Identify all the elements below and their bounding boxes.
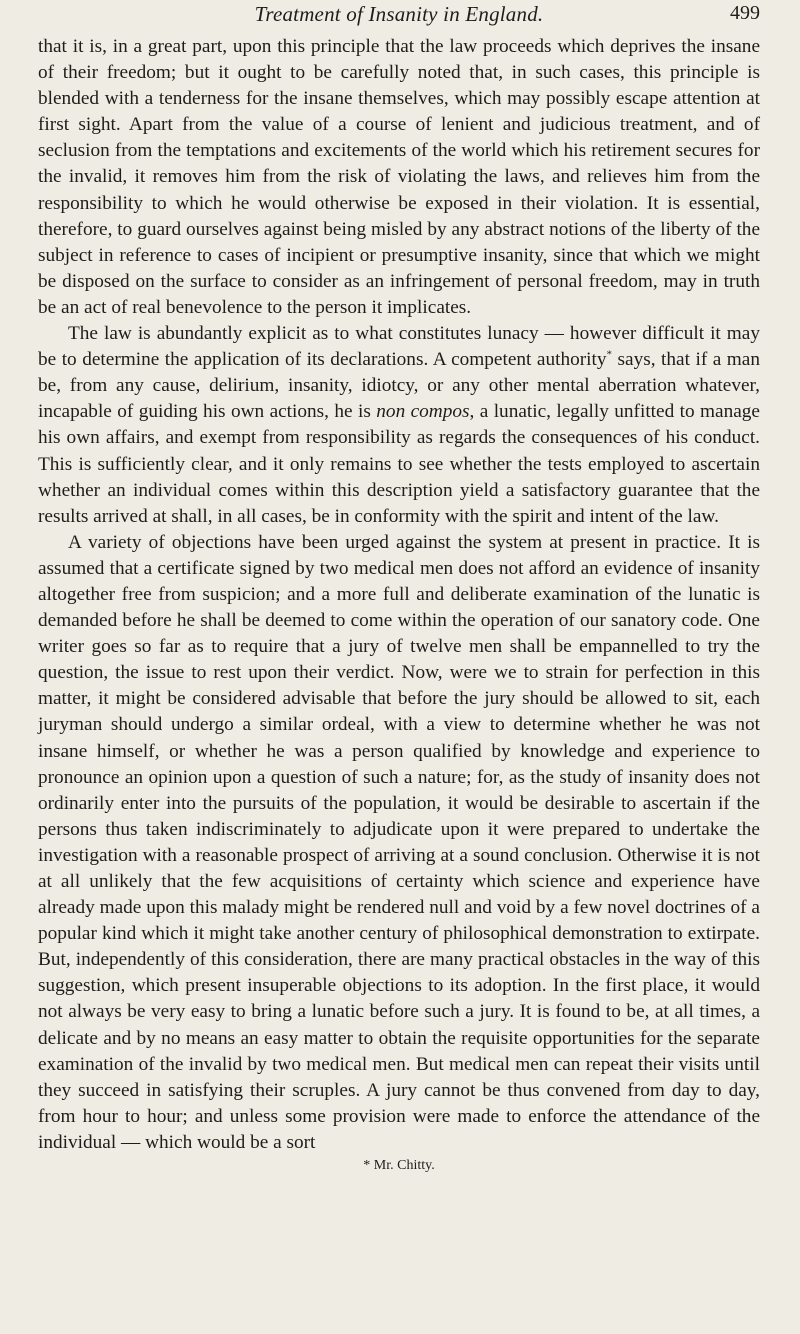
paragraph-text: The law is abundantly explicit as to what constitutes lunacy — however difficult it may be to determine the application of its declarations. A competent authority bbox=[38, 323, 760, 371]
running-title: Treatment of Insanity in England. bbox=[254, 2, 544, 26]
paragraph-law-definition bbox=[38, 321, 760, 530]
paragraph-continued: that it is, in a great part, upon this principle that the law proceeds which deprives the insane of their freedom; but it ought to be carefully noted that, in such cases, this principle is blended with a tenderness for the insane themselves, which may possibly escape attention at first sight. Apart from the value of a course of lenient and judicious treatment, and of seclusion from the temptations and excitements of the world which his retirement secures for the invalid, it removes him from the risk of violating the laws, and relieves him from the responsibility to which he would otherwise be exposed in their violation. It is essential, therefore, to guard ourselves against being misled by any abstract notions of the liberty of the subject in reference to cases of incipient or presumptive insanity, since that which we might be disposed on the surface to consider as an infringement of personal freedom, may in truth be an act of real benevolence to the person it implicates. bbox=[38, 36, 760, 318]
paragraph-text: says, that if a man be, from any cause, delirium, insanity, idiotcy, or any other mental aberration whatever, incapable of guiding his own actions, he is bbox=[38, 349, 761, 423]
footnote-mark: * bbox=[363, 1158, 371, 1174]
paragraph-text: , a lunatic, legally unfitted to manage his own affairs, and exempt from responsibility as regards the consequences of his conduct. This is sufficiently clear, and it only remains to see whether the tests employed to ascertain whether an individual comes within this description yield a satisfactory guarantee that the results arrived at shall, in all cases, be in conformity with the spirit and intent of the law. bbox=[38, 401, 760, 527]
running-head bbox=[38, 0, 760, 34]
footnote-reference: * bbox=[606, 348, 613, 361]
footnote bbox=[38, 1158, 760, 1174]
latin-term: non compos bbox=[376, 401, 470, 423]
paragraph-objections: A variety of objections have been urged against the system at present in practice. It is assumed that a certificate signed by two medical men does not afford an evidence of insanity altogether free from suspicion; and a more full and deliberate examination of the lunatic is demanded before he shall be deemed to come within the operation of our sanatory code. One writer goes so far as to require that a jury of twelve men shall be empannelled to try the question, the issue to rest upon their verdict. Now, were we to strain for perfection in this matter, it might be considered advisable that before the jury should be allowed to sit, each juryman should undergo a similar ordeal, with a view to determine whether he was not insane himself, or whether he was a person qualified by knowledge and experience to pronounce an opinion upon a question of such a nature; for, as the study of insanity does not ordinarily enter into the pursuits of the population, it would be desirable to ascertain if the persons thus taken indiscriminately to adjudicate upon it were prepared to undertake the investigation with a reasonable prospect of arriving at a sound conclusion. Otherwise it is not at all unlikely that the few acquisitions of certainty which science and experience have already made upon this malady might be rendered null and void by a few novel doctrines of a popular kind which it might take another century of philosophical demonstration to extirpate. But, independently of this consideration, there are many practical obstacles in the way of this suggestion, which present insuperable objections to its adoption. In the first place, it would not always be very easy to bring a lunatic before such a jury. It is found to be, at all times, a delicate and by no means an easy matter to obtain the requisite opportunities for the separate examination of the invalid by two medical men. But medical men can repeat their visits until they succeed in satisfying their scruples. A jury cannot be thus convened from day to day, from hour to hour; and unless some provision were made to enforce the attendance of the individual — which would be a sort bbox=[38, 531, 760, 1153]
page-number: 499 bbox=[730, 2, 760, 24]
footnote-text: Mr. Chitty. bbox=[370, 1158, 435, 1174]
body-text bbox=[38, 34, 760, 1156]
